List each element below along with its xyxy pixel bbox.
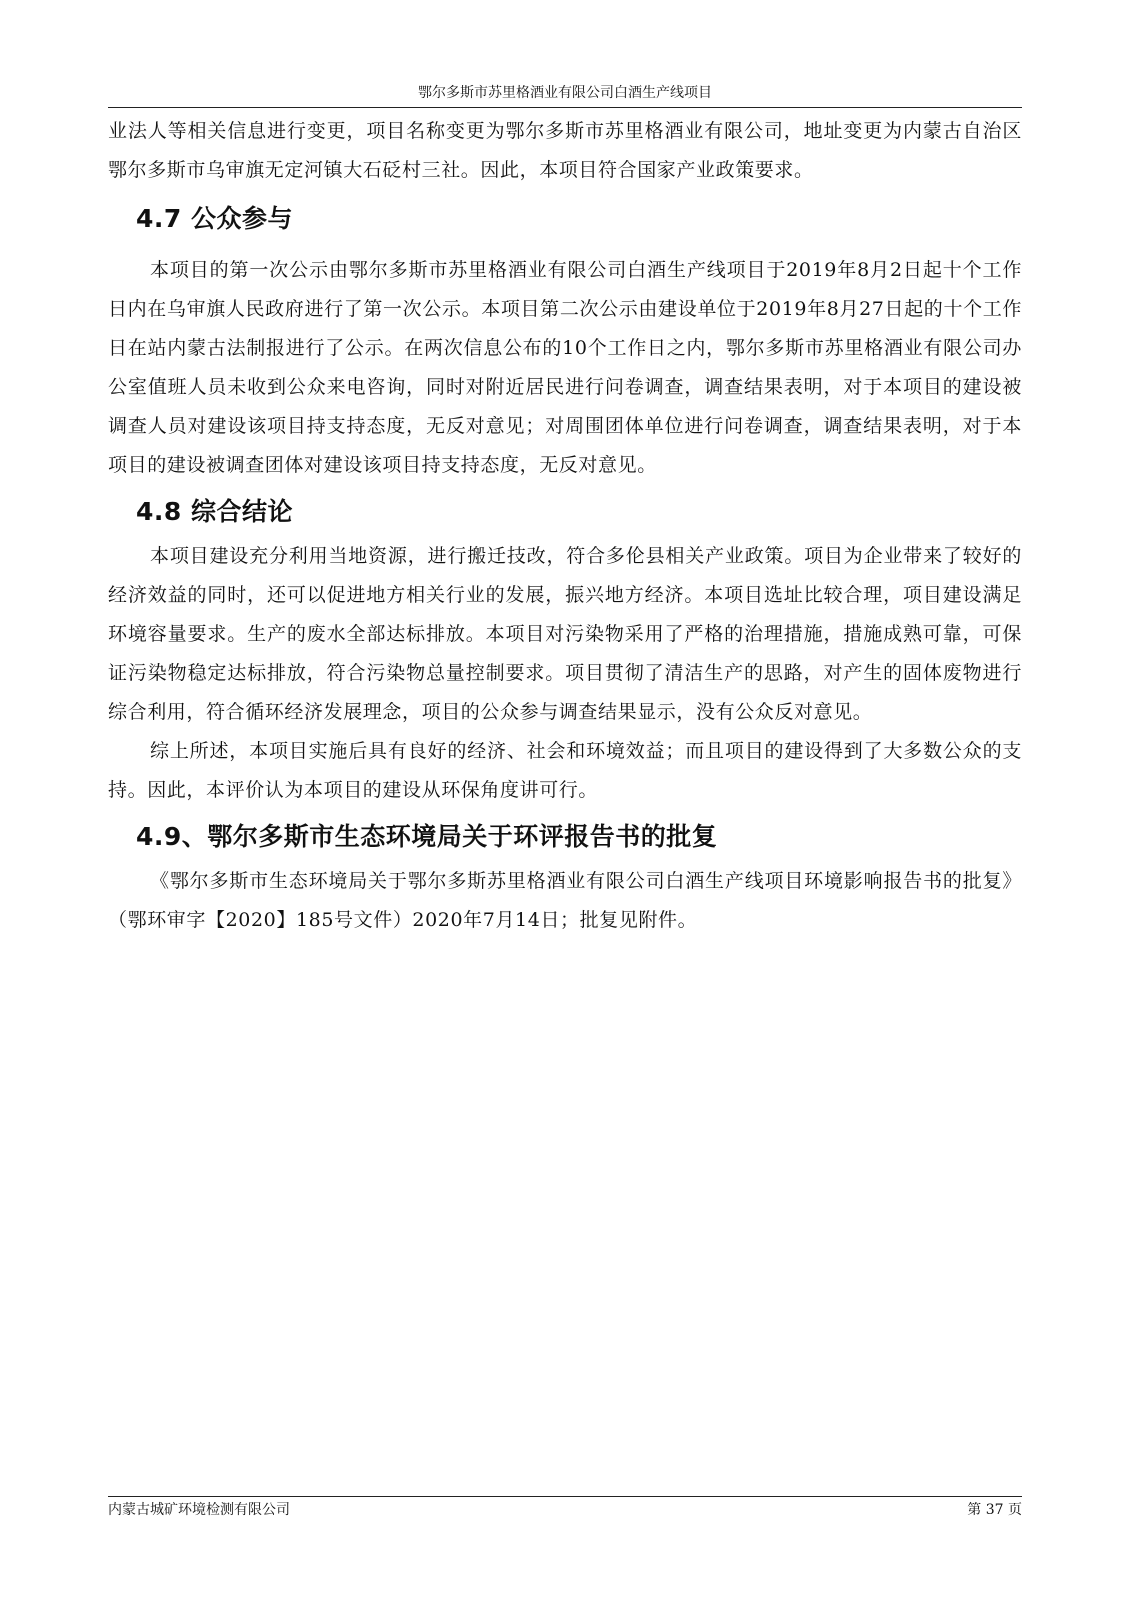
page-number: 第 37 页 [967,1502,1022,1518]
intro-paragraph: 业法人等相关信息进行变更，项目名称变更为鄂尔多斯市苏里格酒业有限公司，地址变更为内蒙古自治区鄂尔多斯市乌审旗无定河镇大石砭村三社。因此，本项目符合国家产业政策要求。 [108,120,1022,181]
public-participation-paragraph: 本项目的第一次公示由鄂尔多斯市苏里格酒业有限公司白酒生产线项目于2019年8月2日起十个工作日内在乌审旗人民政府进行了第一次公示。本项目第二次公示由建设单位于2019年8月27日起的十个工作日在站内蒙古法制报进行了公示。在两次信息公布的10个工作日之内，鄂尔多斯市苏里格酒业有限公司办公室值班人员未收到公众来电咨询，同时对附近居民进行问卷调查，调查结果表明，对于本项目的建设被调查人员对建设该项目持支持态度，无反对意见；对周围团体单位进行问卷调查，调查结果表明，对于本项目的建设被调查团体对建设该项目持支持态度，无反对意见。 [108,259,1022,476]
document-body [108,112,1022,940]
footer-company: 内蒙古城矿环境检测有限公司 [108,1502,290,1518]
header-divider [108,107,1022,108]
section-heading-approval: 4.9、鄂尔多斯市生态环境局关于环评报告书的批复 [136,822,718,851]
approval-paragraph: 《鄂尔多斯市生态环境局关于鄂尔多斯苏里格酒业有限公司白酒生产线项目环境影响报告书的批复》（鄂环审字【2020】185号文件）2020年7月14日；批复见附件。 [108,870,1022,931]
page-header-title: 鄂尔多斯市苏里格酒业有限公司白酒生产线项目 [418,85,712,101]
section-heading-public-participation: 4.7 公众参与 [136,204,293,233]
footer-divider [108,1496,1022,1497]
conclusion-paragraph-2: 综上所述，本项目实施后具有良好的经济、社会和环境效益；而且项目的建设得到了大多数公众的支持。因此，本评价认为本项目的建设从环保角度讲可行。 [108,740,1022,801]
section-heading-conclusion: 4.8 综合结论 [136,497,293,526]
conclusion-paragraph-1: 本项目建设充分利用当地资源，进行搬迁技改，符合多伦县相关产业政策。项目为企业带来了较好的经济效益的同时，还可以促进地方相关行业的发展，振兴地方经济。本项目选址比较合理，项目建设满足环境容量要求。生产的废水全部达标排放。本项目对污染物采用了严格的治理措施，措施成熟可靠，可保证污染物稳定达标排放，符合污染物总量控制要求。项目贯彻了清洁生产的思路，对产生的固体废物进行综合利用，符合循环经济发展理念，项目的公众参与调查结果显示，没有公众反对意见。 [108,545,1022,723]
